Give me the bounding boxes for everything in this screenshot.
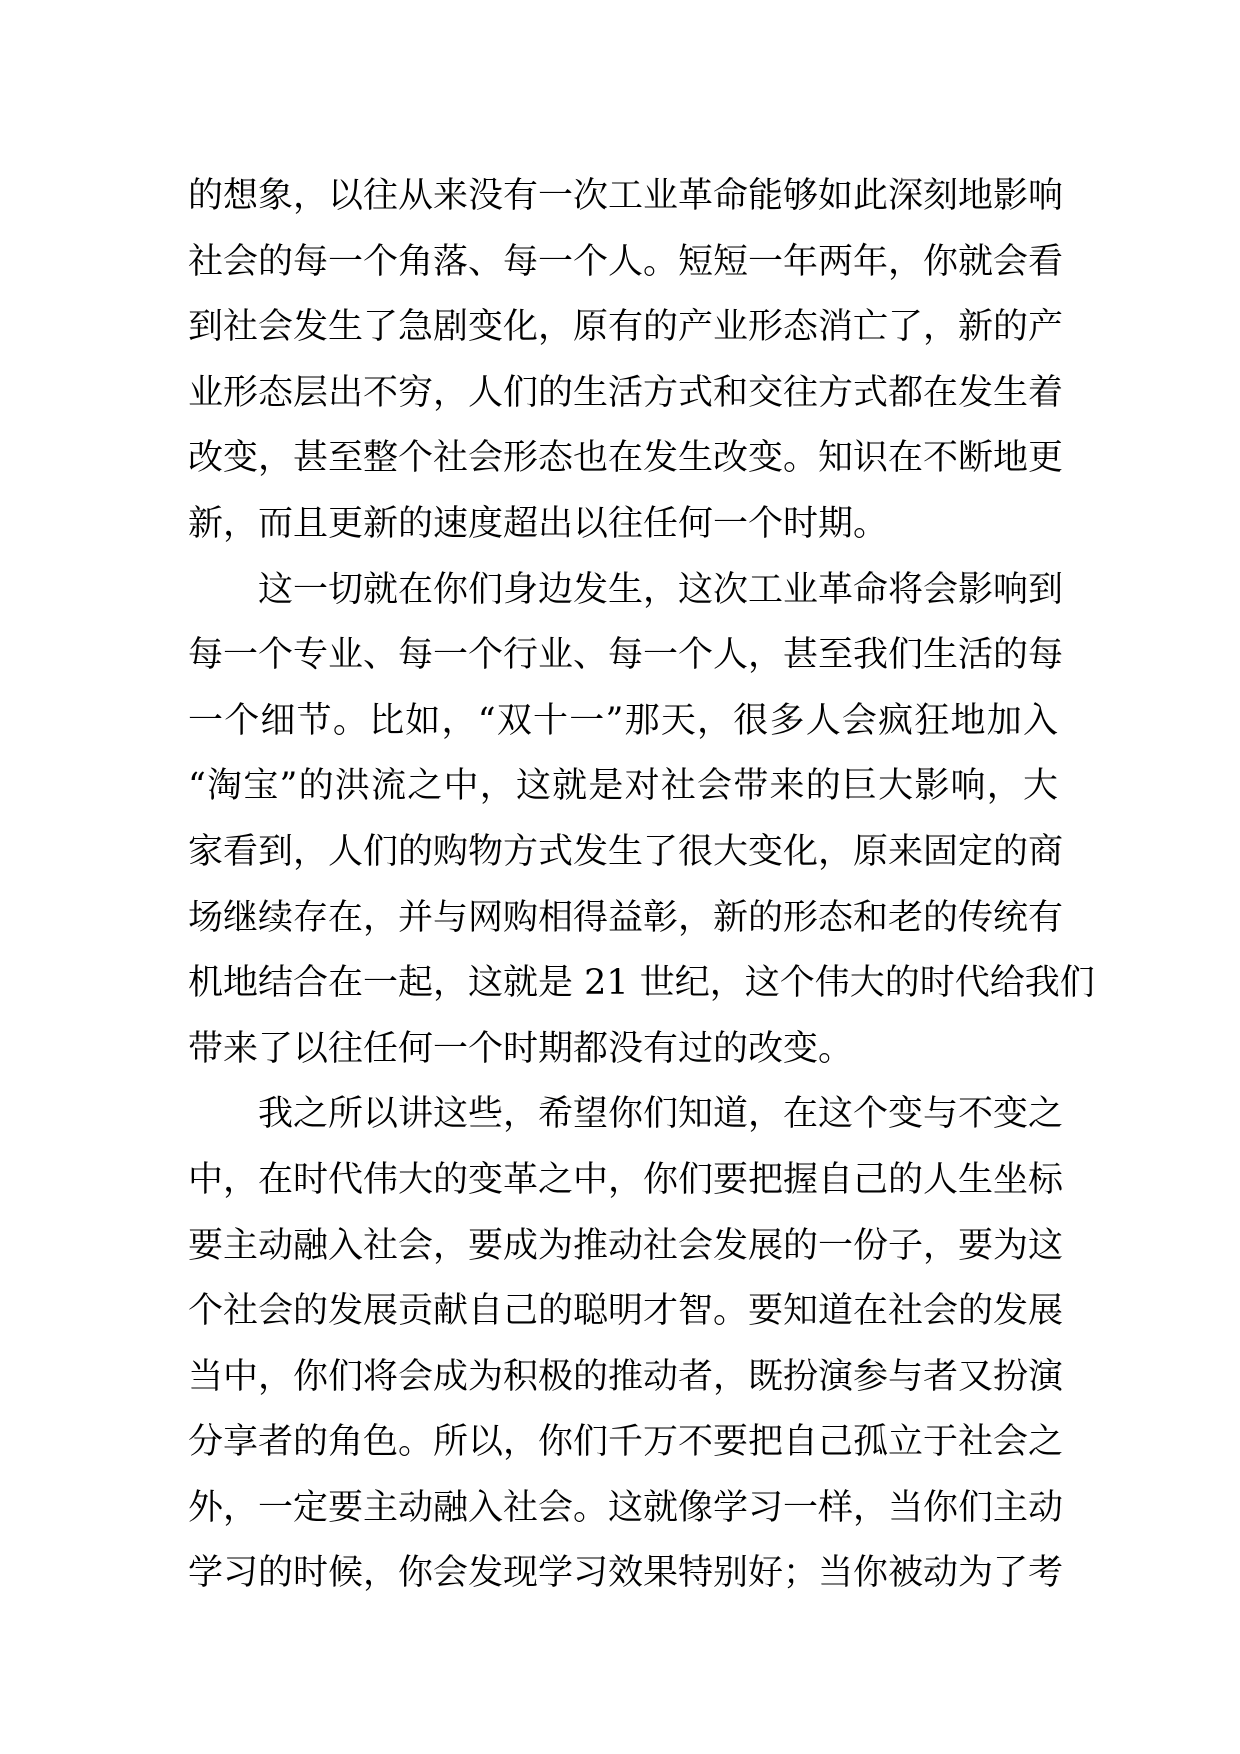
paragraph-2 [188, 558, 1095, 1083]
text-line: 当中，你们将会成为积极的推动者，既扮演参与者又扮演 [188, 1356, 1064, 1397]
text-line: 外，一定要主动融入社会。这就像学习一样，当你们主动 [188, 1487, 1064, 1528]
text-line: 一个细节。比如，“双十一”那天，很多人会疯狂地加入 [188, 700, 1058, 741]
text-line: 社会的每一个角落、每一个人。短短一年两年，你就会看 [188, 241, 1064, 282]
text-line: 我之所以讲这些，希望你们知道，在这个变与不变之 [258, 1094, 1064, 1135]
text-line: 中，在时代伟大的变革之中，你们要把握自己的人生坐标 [188, 1159, 1064, 1200]
text-line: 场继续存在，并与网购相得益彰，新的形态和老的传统有 [188, 897, 1064, 938]
text-line: 的想象，以往从来没有一次工业革命能够如此深刻地影响 [188, 176, 1064, 216]
paragraph-3 [188, 1082, 1064, 1607]
text-line: 分享者的角色。所以，你们千万不要把自己孤立于社会之 [188, 1422, 1064, 1463]
paragraph-1 [188, 164, 1064, 558]
text-line: 改变，甚至整个社会形态也在发生改变。知识在不断地更 [188, 438, 1064, 479]
text-line: 带来了以往任何一个时期都没有过的改变。 [188, 1028, 854, 1069]
text-line: 家看到，人们的购物方式发生了很大变化，原来固定的商 [188, 831, 1064, 872]
text-line: 新，而且更新的速度超出以往任何一个时期。 [188, 503, 889, 544]
text-line: 业形态层出不穷，人们的生活方式和交往方式都在发生着 [188, 372, 1064, 413]
text-line: 这一切就在你们身边发生，这次工业革命将会影响到 [258, 569, 1064, 610]
text-line: 到社会发生了急剧变化，原有的产业形态消亡了，新的产 [188, 307, 1064, 348]
text-line: 机地结合在一起，这就是 21 世纪，这个伟大的时代给我们 [188, 963, 1095, 1004]
text-line: 学习的时候，你会发现学习效果特别好；当你被动为了考 [188, 1553, 1064, 1594]
text-line: 每一个专业、每一个行业、每一个人，甚至我们生活的每 [188, 635, 1064, 676]
text-line: 要主动融入社会，要成为推动社会发展的一份子，要为这 [188, 1225, 1064, 1266]
body-text [188, 164, 1095, 1607]
text-line: “淘宝”的洪流之中，这就是对社会带来的巨大影响，大 [188, 766, 1058, 807]
text-line: 个社会的发展贡献自己的聪明才智。要知道在社会的发展 [188, 1291, 1064, 1332]
